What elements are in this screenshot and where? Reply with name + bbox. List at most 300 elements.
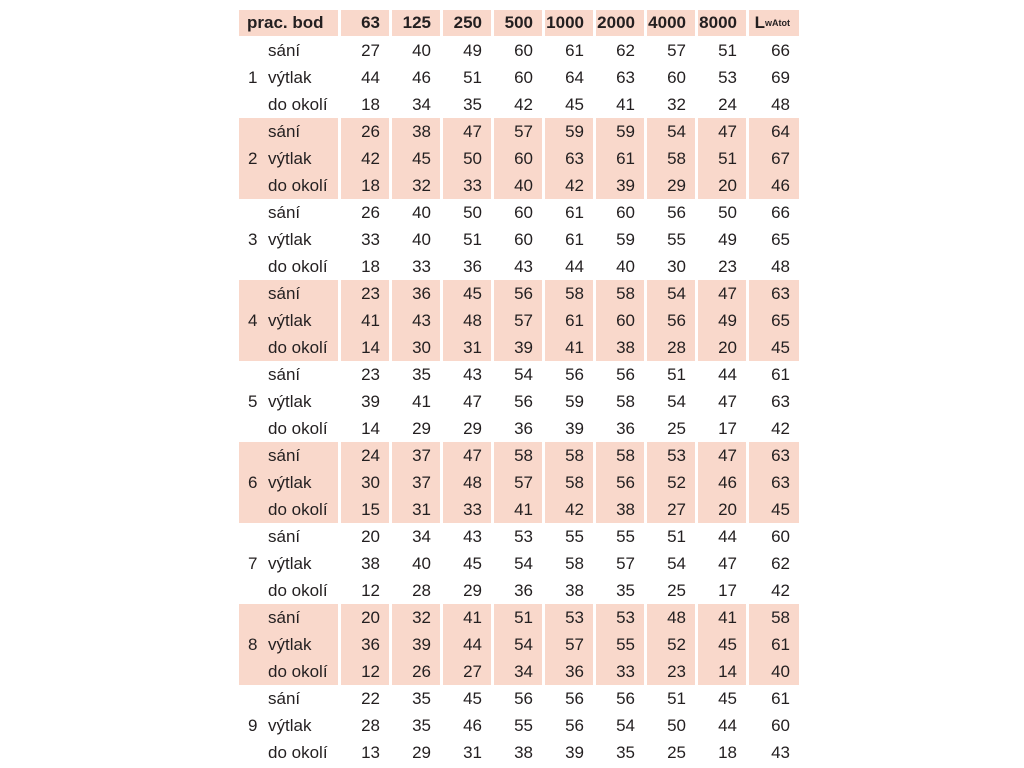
- total-value-cell: 63: [771, 391, 790, 411]
- value-cell: 25: [667, 742, 686, 762]
- value-cell: 54: [667, 391, 686, 411]
- value-cell: 58: [494, 442, 542, 469]
- value-cell: 38: [565, 580, 584, 600]
- value-cell: 48: [647, 604, 695, 631]
- value-cell: 28: [647, 334, 695, 361]
- row-label: do okolí: [268, 337, 328, 357]
- row-label-cell: [239, 442, 338, 469]
- row-label: výtlak: [268, 715, 312, 735]
- table-header: [239, 10, 799, 36]
- value-cell: 14: [698, 658, 746, 685]
- value-cell: 41: [616, 94, 635, 114]
- value-cell: 53: [647, 442, 695, 469]
- value-cell: 52: [647, 631, 695, 658]
- value-cell: 61: [596, 145, 644, 172]
- row-label: sání: [268, 607, 301, 627]
- row-label-cell: [239, 307, 338, 334]
- value-cell: 50: [718, 202, 737, 222]
- value-cell: 49: [698, 307, 746, 334]
- table-row: [239, 712, 799, 739]
- table-row: [239, 388, 799, 415]
- value-cell: 48: [443, 469, 491, 496]
- header-band-8000: 8000: [698, 10, 746, 36]
- row-label-cell: [239, 496, 338, 523]
- value-cell: 54: [514, 553, 533, 573]
- value-cell: 45: [565, 94, 584, 114]
- value-cell: 18: [361, 256, 380, 276]
- value-cell: 54: [667, 553, 686, 573]
- row-label-cell: [239, 145, 338, 172]
- value-cell: 55: [616, 526, 635, 546]
- operating-point-number: 6: [248, 472, 258, 492]
- value-cell: 56: [514, 391, 533, 411]
- value-cell: 24: [341, 442, 389, 469]
- table-row: [239, 226, 799, 253]
- value-cell: 59: [565, 391, 584, 411]
- value-cell: 26: [392, 658, 440, 685]
- value-cell: 39: [565, 742, 584, 762]
- value-cell: 51: [698, 145, 746, 172]
- value-cell: 23: [341, 280, 389, 307]
- value-cell: 37: [392, 469, 440, 496]
- total-value-cell: 63: [749, 469, 799, 496]
- value-cell: 56: [565, 715, 584, 735]
- row-label: výtlak: [268, 67, 312, 87]
- table-row: [239, 253, 799, 280]
- header-band-63: 63: [341, 10, 389, 36]
- value-cell: 25: [667, 418, 686, 438]
- value-cell: 53: [718, 67, 737, 87]
- row-label-cell: [239, 658, 338, 685]
- value-cell: 57: [545, 631, 593, 658]
- value-cell: 61: [565, 229, 584, 249]
- table-row: [239, 172, 799, 199]
- operating-point-number: 5: [248, 391, 258, 411]
- value-cell: 40: [412, 229, 431, 249]
- value-cell: 44: [565, 256, 584, 276]
- row-label-cell: [239, 199, 338, 226]
- value-cell: 61: [545, 307, 593, 334]
- row-label: výtlak: [268, 472, 312, 492]
- value-cell: 30: [341, 469, 389, 496]
- row-label: sání: [268, 526, 301, 546]
- value-cell: 39: [596, 172, 644, 199]
- value-cell: 56: [494, 280, 542, 307]
- table-row: [239, 334, 799, 361]
- total-value-cell: 45: [749, 334, 799, 361]
- value-cell: 41: [412, 391, 431, 411]
- value-cell: 15: [341, 496, 389, 523]
- value-cell: 27: [361, 40, 380, 60]
- value-cell: 45: [463, 688, 482, 708]
- row-label: výtlak: [268, 634, 312, 654]
- value-cell: 58: [545, 280, 593, 307]
- value-cell: 54: [616, 715, 635, 735]
- value-cell: 37: [392, 442, 440, 469]
- row-label-cell: [239, 712, 338, 739]
- row-label-cell: [239, 631, 338, 658]
- value-cell: 29: [412, 418, 431, 438]
- row-label-cell: [239, 37, 338, 64]
- value-cell: 31: [392, 496, 440, 523]
- table-row: [239, 658, 799, 685]
- row-label: sání: [268, 445, 301, 465]
- value-cell: 44: [361, 67, 380, 87]
- value-cell: 17: [718, 580, 737, 600]
- row-label-cell: [239, 280, 338, 307]
- value-cell: 47: [698, 118, 746, 145]
- value-cell: 53: [596, 604, 644, 631]
- value-cell: 22: [361, 688, 380, 708]
- value-cell: 56: [565, 364, 584, 384]
- value-cell: 44: [718, 715, 737, 735]
- value-cell: 49: [718, 229, 737, 249]
- table-row: [239, 685, 799, 712]
- value-cell: 60: [616, 202, 635, 222]
- total-value-cell: 40: [749, 658, 799, 685]
- row-label-cell: [239, 388, 338, 415]
- value-cell: 58: [545, 442, 593, 469]
- row-label-cell: [239, 550, 338, 577]
- value-cell: 47: [443, 118, 491, 145]
- value-cell: 44: [718, 364, 737, 384]
- total-value-cell: 60: [771, 526, 790, 546]
- value-cell: 31: [463, 742, 482, 762]
- value-cell: 34: [412, 94, 431, 114]
- table-row: [239, 91, 799, 118]
- value-cell: 29: [412, 742, 431, 762]
- value-cell: 45: [718, 688, 737, 708]
- value-cell: 41: [545, 334, 593, 361]
- row-label-cell: [239, 91, 338, 118]
- value-cell: 51: [718, 40, 737, 60]
- value-cell: 57: [616, 553, 635, 573]
- total-main: L: [754, 13, 765, 32]
- value-cell: 59: [596, 118, 644, 145]
- value-cell: 18: [361, 94, 380, 114]
- value-cell: 45: [443, 280, 491, 307]
- value-cell: 40: [412, 553, 431, 573]
- value-cell: 57: [494, 307, 542, 334]
- value-cell: 55: [596, 631, 644, 658]
- row-label: sání: [268, 121, 301, 141]
- value-cell: 56: [616, 688, 635, 708]
- table-row: [239, 64, 799, 91]
- value-cell: 54: [647, 118, 695, 145]
- table-row: [239, 523, 799, 550]
- value-cell: 42: [545, 172, 593, 199]
- row-label: sání: [268, 283, 301, 303]
- value-cell: 33: [412, 256, 431, 276]
- value-cell: 20: [698, 172, 746, 199]
- value-cell: 58: [596, 280, 644, 307]
- header-band-500: 500: [494, 10, 542, 36]
- value-cell: 33: [443, 172, 491, 199]
- total-value-cell: 66: [771, 40, 790, 60]
- total-value-cell: 42: [771, 418, 790, 438]
- value-cell: 61: [565, 202, 584, 222]
- value-cell: 14: [341, 334, 389, 361]
- value-cell: 51: [494, 604, 542, 631]
- value-cell: 47: [718, 391, 737, 411]
- row-label: do okolí: [268, 499, 328, 519]
- value-cell: 62: [616, 40, 635, 60]
- value-cell: 23: [647, 658, 695, 685]
- row-label: výtlak: [268, 148, 312, 168]
- value-cell: 35: [616, 580, 635, 600]
- value-cell: 60: [514, 67, 533, 87]
- operating-point-number: 3: [248, 229, 258, 249]
- value-cell: 45: [392, 145, 440, 172]
- row-label: do okolí: [268, 418, 328, 438]
- value-cell: 27: [443, 658, 491, 685]
- row-label-cell: [239, 334, 338, 361]
- total-value-cell: 61: [749, 631, 799, 658]
- value-cell: 43: [463, 526, 482, 546]
- value-cell: 56: [647, 307, 695, 334]
- value-cell: 60: [494, 145, 542, 172]
- row-label-cell: [239, 604, 338, 631]
- table-row: [239, 415, 799, 442]
- value-cell: 20: [698, 496, 746, 523]
- value-cell: 56: [596, 469, 644, 496]
- value-cell: 58: [647, 145, 695, 172]
- row-label: sání: [268, 688, 301, 708]
- value-cell: 34: [412, 526, 431, 546]
- operating-point-number: 7: [248, 553, 258, 573]
- value-cell: 33: [443, 496, 491, 523]
- value-cell: 58: [596, 442, 644, 469]
- value-cell: 18: [718, 742, 737, 762]
- value-cell: 47: [718, 553, 737, 573]
- value-cell: 56: [616, 364, 635, 384]
- value-cell: 39: [565, 418, 584, 438]
- operating-point-number: 2: [248, 148, 258, 168]
- value-cell: 46: [412, 67, 431, 87]
- total-value-cell: 60: [771, 715, 790, 735]
- value-cell: 45: [463, 553, 482, 573]
- value-cell: 50: [443, 145, 491, 172]
- header-band-2000: 2000: [596, 10, 644, 36]
- table-row: [239, 604, 799, 631]
- value-cell: 45: [698, 631, 746, 658]
- row-label: do okolí: [268, 94, 328, 114]
- row-label: sání: [268, 40, 301, 60]
- value-cell: 63: [545, 145, 593, 172]
- value-cell: 39: [392, 631, 440, 658]
- value-cell: 44: [718, 526, 737, 546]
- table-row: [239, 442, 799, 469]
- value-cell: 43: [392, 307, 440, 334]
- value-cell: 51: [667, 526, 686, 546]
- value-cell: 24: [718, 94, 737, 114]
- row-label-cell: [239, 64, 338, 91]
- row-label-cell: [239, 253, 338, 280]
- value-cell: 53: [545, 604, 593, 631]
- row-label: do okolí: [268, 580, 328, 600]
- row-label-cell: [239, 118, 338, 145]
- value-cell: 41: [698, 604, 746, 631]
- value-cell: 12: [341, 658, 389, 685]
- value-cell: 36: [514, 418, 533, 438]
- value-cell: 26: [341, 118, 389, 145]
- value-cell: 47: [443, 442, 491, 469]
- value-cell: 53: [514, 526, 533, 546]
- value-cell: 23: [718, 256, 737, 276]
- value-cell: 50: [667, 715, 686, 735]
- total-value-cell: 61: [771, 364, 790, 384]
- table-row: [239, 550, 799, 577]
- value-cell: 29: [463, 418, 482, 438]
- value-cell: 13: [361, 742, 380, 762]
- row-label-cell: [239, 685, 338, 712]
- value-cell: 46: [698, 469, 746, 496]
- row-label-cell: [239, 577, 338, 604]
- value-cell: 60: [596, 307, 644, 334]
- operating-point-number: 8: [248, 634, 258, 654]
- row-label-cell: [239, 226, 338, 253]
- value-cell: 27: [647, 496, 695, 523]
- header-operating-point: prac. bod: [239, 10, 338, 36]
- value-cell: 60: [514, 40, 533, 60]
- value-cell: 43: [463, 364, 482, 384]
- row-label: do okolí: [268, 661, 328, 681]
- value-cell: 35: [412, 688, 431, 708]
- value-cell: 40: [412, 40, 431, 60]
- value-cell: 38: [392, 118, 440, 145]
- value-cell: 44: [443, 631, 491, 658]
- value-cell: 38: [361, 553, 380, 573]
- value-cell: 20: [361, 526, 380, 546]
- value-cell: 40: [412, 202, 431, 222]
- total-value-cell: 64: [749, 118, 799, 145]
- value-cell: 33: [596, 658, 644, 685]
- row-label-cell: [239, 361, 338, 388]
- total-value-cell: 61: [771, 688, 790, 708]
- table-row: [239, 199, 799, 226]
- value-cell: 40: [494, 172, 542, 199]
- header-total-level: [749, 10, 799, 36]
- value-cell: 49: [463, 40, 482, 60]
- operating-point-number: 4: [248, 310, 258, 330]
- total-value-cell: 43: [771, 742, 790, 762]
- value-cell: 39: [361, 391, 380, 411]
- row-label: do okolí: [268, 742, 328, 762]
- value-cell: 25: [667, 580, 686, 600]
- value-cell: 52: [647, 469, 695, 496]
- row-label-cell: [239, 415, 338, 442]
- value-cell: 28: [361, 715, 380, 735]
- value-cell: 35: [412, 715, 431, 735]
- value-cell: 55: [565, 526, 584, 546]
- value-cell: 58: [565, 553, 584, 573]
- table-row: [239, 361, 799, 388]
- total-value-cell: 69: [771, 67, 790, 87]
- value-cell: 60: [514, 202, 533, 222]
- row-label-cell: [239, 739, 338, 766]
- header-band-4000: 4000: [647, 10, 695, 36]
- value-cell: 55: [667, 229, 686, 249]
- value-cell: 41: [443, 604, 491, 631]
- table-row: [239, 145, 799, 172]
- value-cell: 36: [392, 280, 440, 307]
- value-cell: 56: [667, 202, 686, 222]
- row-label: sání: [268, 202, 301, 222]
- value-cell: 56: [565, 688, 584, 708]
- value-cell: 17: [718, 418, 737, 438]
- row-label: do okolí: [268, 175, 328, 195]
- value-cell: 54: [494, 631, 542, 658]
- value-cell: 32: [392, 604, 440, 631]
- value-cell: 42: [514, 94, 533, 114]
- value-cell: 42: [341, 145, 389, 172]
- value-cell: 47: [463, 391, 482, 411]
- value-cell: 41: [494, 496, 542, 523]
- value-cell: 47: [698, 280, 746, 307]
- row-label-cell: [239, 469, 338, 496]
- value-cell: 38: [596, 496, 644, 523]
- value-cell: 36: [341, 631, 389, 658]
- value-cell: 42: [545, 496, 593, 523]
- value-cell: 57: [494, 118, 542, 145]
- table-row: [239, 118, 799, 145]
- value-cell: 59: [545, 118, 593, 145]
- total-value-cell: 65: [771, 229, 790, 249]
- value-cell: 29: [463, 580, 482, 600]
- value-cell: 39: [494, 334, 542, 361]
- value-cell: 43: [514, 256, 533, 276]
- noise-table: [239, 10, 799, 766]
- value-cell: 35: [616, 742, 635, 762]
- value-cell: 55: [514, 715, 533, 735]
- value-cell: 60: [514, 229, 533, 249]
- total-sub: wAtot: [765, 18, 790, 28]
- value-cell: 12: [361, 580, 380, 600]
- total-value-cell: 48: [771, 256, 790, 276]
- value-cell: 30: [392, 334, 440, 361]
- value-cell: 47: [698, 442, 746, 469]
- total-value-cell: 58: [749, 604, 799, 631]
- table-row: [239, 307, 799, 334]
- table-row: [239, 496, 799, 523]
- value-cell: 58: [616, 391, 635, 411]
- table-row: [239, 37, 799, 64]
- value-cell: 38: [596, 334, 644, 361]
- value-cell: 31: [443, 334, 491, 361]
- value-cell: 48: [443, 307, 491, 334]
- value-cell: 60: [667, 67, 686, 87]
- value-cell: 54: [514, 364, 533, 384]
- value-cell: 36: [514, 580, 533, 600]
- value-cell: 36: [616, 418, 635, 438]
- value-cell: 41: [341, 307, 389, 334]
- table-row: [239, 577, 799, 604]
- value-cell: 23: [361, 364, 380, 384]
- operating-point-number: 1: [248, 67, 258, 87]
- value-cell: 35: [412, 364, 431, 384]
- total-value-cell: 45: [749, 496, 799, 523]
- value-cell: 54: [647, 280, 695, 307]
- value-cell: 59: [616, 229, 635, 249]
- value-cell: 20: [341, 604, 389, 631]
- value-cell: 46: [463, 715, 482, 735]
- total-value-cell: 67: [749, 145, 799, 172]
- value-cell: 14: [361, 418, 380, 438]
- value-cell: 29: [647, 172, 695, 199]
- value-cell: 51: [667, 688, 686, 708]
- value-cell: 18: [341, 172, 389, 199]
- value-cell: 63: [616, 67, 635, 87]
